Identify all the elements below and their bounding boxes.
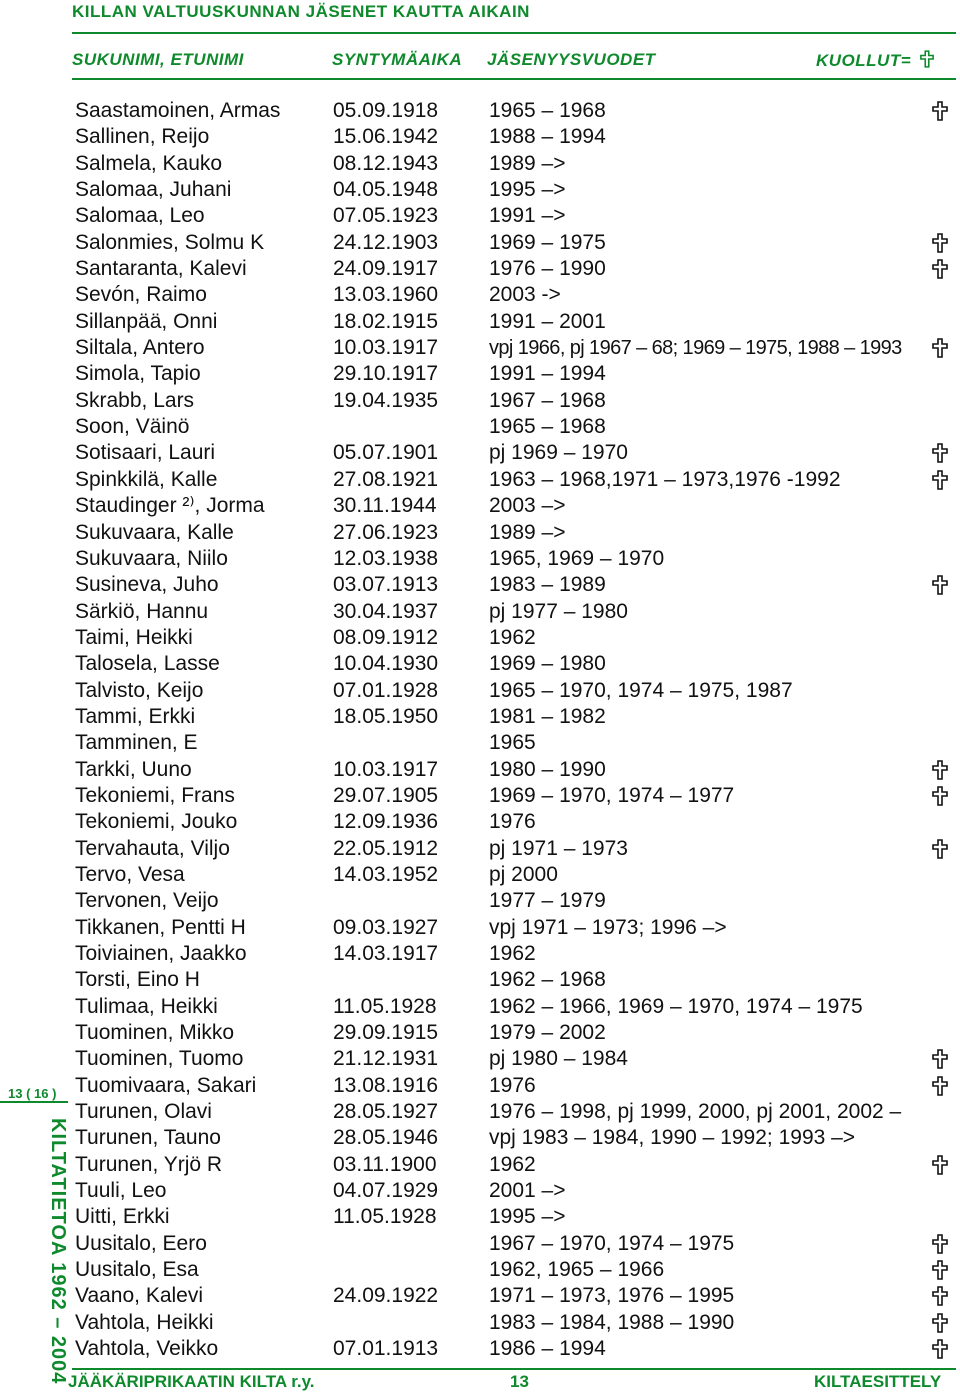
member-name: Salomaa, Juhani: [75, 178, 232, 202]
member-birth-date: 03.11.1900: [333, 1152, 437, 1176]
table-row: [0, 994, 960, 1020]
member-birth-date: 08.12.1943: [333, 151, 439, 175]
member-years: 1967 – 1968: [489, 388, 606, 412]
member-birth-date: 13.08.1916: [333, 1073, 439, 1097]
member-birth-date: 12.03.1938: [333, 546, 439, 570]
member-years: 1991 – 2001: [489, 309, 606, 333]
member-birth-date: 28.05.1927: [333, 1100, 439, 1124]
column-header-rule: [72, 78, 956, 80]
member-name: Tekoniemi, Frans: [75, 783, 235, 807]
latin-cross-icon: [920, 50, 934, 68]
member-birth-date: 27.08.1921: [333, 467, 439, 491]
table-row: [0, 915, 960, 941]
member-years: vpj 1971 – 1973; 1996 –>: [489, 915, 727, 939]
table-row: [0, 493, 960, 519]
member-years: pj 1971 – 1973: [489, 836, 628, 860]
member-birth-date: 18.02.1915: [333, 309, 439, 333]
column-header-deceased-label: KUOLLUT=: [816, 51, 912, 70]
member-name: Talosela, Lasse: [75, 652, 220, 676]
member-name: Vaano, Kalevi: [75, 1284, 204, 1308]
member-name: Sevón, Raimo: [75, 283, 207, 307]
member-birth-date: 24.09.1917: [333, 257, 439, 281]
member-years: 1976 – 1990: [489, 257, 606, 281]
member-name: Toiviainen, Jaakko: [75, 942, 247, 965]
member-birth-date: 07.05.1923: [333, 204, 439, 228]
side-rule: [0, 1101, 68, 1103]
member-years: 1995 –>: [489, 1205, 566, 1229]
member-name: Vahtola, Veikko: [75, 1337, 219, 1361]
member-years: 1986 – 1994: [489, 1337, 606, 1361]
member-name: Siltala, Antero: [75, 336, 205, 360]
member-name: Torsti, Eino H: [75, 968, 200, 992]
member-years: pj 1969 – 1970: [489, 441, 628, 465]
table-row: [0, 520, 960, 546]
member-birth-date: 14.03.1952: [333, 862, 439, 886]
member-name: Tuomivaara, Sakari: [75, 1073, 257, 1097]
member-years: 1962, 1965 – 1966: [489, 1258, 665, 1282]
member-birth-date: 30.11.1944: [333, 494, 437, 518]
member-name: Salomaa, Leo: [75, 204, 205, 228]
table-row: [0, 1336, 960, 1362]
member-name: Talvisto, Keijo: [75, 678, 204, 702]
member-name: Turunen, Yrjö R: [75, 1152, 223, 1176]
table-row: [0, 177, 960, 203]
member-name: Spinkkilä, Kalle: [75, 467, 218, 491]
latin-cross-icon: [932, 1313, 948, 1333]
table-row: [0, 282, 960, 308]
table-row: [0, 836, 960, 862]
table-row: [0, 309, 960, 335]
member-years: 1971 – 1973, 1976 – 1995: [489, 1284, 735, 1308]
member-name: Tikkanen, Pentti H: [75, 915, 246, 939]
table-row: [0, 783, 960, 809]
latin-cross-icon: [932, 760, 948, 780]
latin-cross-icon: [932, 101, 948, 121]
column-header-years: JÄSENYYSVUODET: [487, 50, 656, 69]
table-row: [0, 546, 960, 572]
member-years: 2001 –>: [489, 1179, 566, 1203]
member-years: 1962: [489, 1152, 536, 1176]
page-indicator: 13 ( 16 ): [8, 1086, 57, 1101]
member-name: Tekoniemi, Jouko: [75, 810, 238, 834]
member-birth-date: 21.12.1931: [333, 1047, 439, 1071]
member-birth-date: 11.05.1928: [333, 994, 437, 1018]
latin-cross-icon: [932, 1234, 948, 1254]
member-birth-date: 12.09.1936: [333, 810, 439, 834]
table-row: [0, 704, 960, 730]
latin-cross-icon: [932, 1286, 948, 1306]
member-years: vpj 1983 – 1984, 1990 – 1992; 1993 –>: [489, 1126, 856, 1150]
member-years: 1981 – 1982: [489, 704, 606, 728]
member-years: 1976: [489, 1073, 536, 1097]
table-row: [0, 1310, 960, 1336]
table-row: [0, 599, 960, 625]
table-row: [0, 625, 960, 651]
member-years: 1965 – 1970, 1974 – 1975, 1987: [489, 678, 793, 702]
member-name: Tervo, Vesa: [75, 862, 185, 886]
table-row: [0, 1020, 960, 1046]
member-name: Salonmies, Solmu K: [75, 230, 265, 254]
member-birth-date: 03.07.1913: [333, 573, 439, 597]
member-birth-date: 09.03.1927: [333, 915, 439, 939]
member-years: 1991 –>: [489, 204, 566, 228]
member-birth-date: 19.04.1935: [333, 388, 439, 412]
member-name: Tammi, Erkki: [75, 704, 196, 728]
member-years: 1989 –>: [489, 151, 566, 175]
member-years: 1962: [489, 625, 536, 649]
table-row: [0, 1257, 960, 1283]
member-birth-date: 29.09.1915: [333, 1021, 439, 1045]
table-row: [0, 467, 960, 493]
column-header-deceased: [816, 50, 934, 71]
member-years: 1962 – 1966, 1969 – 1970, 1974 – 1975: [489, 994, 863, 1018]
member-name: Tuominen, Tuomo: [75, 1047, 244, 1071]
member-name: Santaranta, Kalevi: [75, 257, 247, 281]
table-row: [0, 98, 960, 124]
latin-cross-icon: [932, 1076, 948, 1096]
table-row: [0, 888, 960, 914]
table-row: [0, 757, 960, 783]
member-name: Sukuvaara, Niilo: [75, 546, 228, 570]
member-years: pj 1977 – 1980: [489, 599, 628, 623]
member-years: 1995 –>: [489, 178, 566, 202]
member-birth-date: 05.07.1901: [333, 441, 439, 465]
member-years: pj 2000: [489, 862, 558, 886]
member-birth-date: 10.04.1930: [333, 652, 439, 676]
header-rule: [72, 32, 956, 34]
column-header-birth: SYNTYMÄAIKA: [332, 50, 463, 69]
member-years: 1976: [489, 810, 536, 834]
table-row: [0, 809, 960, 835]
member-name: Sillanpää, Onni: [75, 309, 218, 333]
table-row: [0, 651, 960, 677]
member-birth-date: 10.03.1917: [333, 336, 439, 360]
member-name: Tuominen, Mikko: [75, 1021, 235, 1045]
table-row: [0, 1204, 960, 1230]
member-birth-date: 13.03.1960: [333, 283, 439, 307]
footer-organization: JÄÄKÄRIPRIKAATIN KILTA r.y.: [68, 1372, 315, 1391]
member-years: 1962 – 1968: [489, 968, 606, 992]
member-years: 1963 – 1968,1971 – 1973,1976 -1992: [489, 467, 841, 491]
table-row: [0, 1231, 960, 1257]
table-row: [0, 256, 960, 282]
table-row: [0, 361, 960, 387]
table-row: [0, 1178, 960, 1204]
member-name: Sotisaari, Lauri: [75, 441, 216, 465]
table-row: [0, 862, 960, 888]
column-header-name: SUKUNIMI, ETUNIMI: [72, 50, 244, 69]
member-birth-date: 05.09.1918: [333, 99, 439, 122]
member-birth-date: 07.01.1928: [333, 678, 439, 702]
member-name: Turunen, Tauno: [75, 1126, 221, 1150]
latin-cross-icon: [932, 233, 948, 253]
member-years: 1965 – 1968: [489, 415, 606, 439]
member-name: Tervahauta, Viljo: [75, 836, 230, 860]
latin-cross-icon: [932, 1339, 948, 1359]
member-name: Soon, Väinö: [75, 415, 190, 439]
latin-cross-icon: [932, 443, 948, 463]
member-name: Sallinen, Reijo: [75, 125, 210, 149]
member-years: 1989 –>: [489, 520, 566, 544]
member-name: Turunen, Olavi: [75, 1100, 212, 1124]
member-birth-date: 10.03.1917: [333, 757, 439, 781]
member-name: Tervonen, Veijo: [75, 889, 219, 913]
member-name: Susineva, Juho: [75, 573, 219, 597]
member-years: 1967 – 1970, 1974 – 1975: [489, 1231, 735, 1255]
table-row: [0, 124, 960, 150]
member-birth-date: 14.03.1917: [333, 942, 439, 965]
latin-cross-icon: [932, 259, 948, 279]
member-birth-date: 18.05.1950: [333, 704, 439, 728]
table-row: [0, 1073, 960, 1099]
member-years: 2003 –>: [489, 494, 566, 518]
member-birth-date: 27.06.1923: [333, 520, 439, 544]
table-row: [0, 730, 960, 756]
member-name: Skrabb, Lars: [75, 388, 195, 412]
latin-cross-icon: [932, 839, 948, 859]
member-years: 1969 – 1980: [489, 652, 606, 676]
member-years: 1979 – 2002: [489, 1021, 606, 1045]
member-name: Särkiö, Hannu: [75, 599, 209, 623]
member-years: 1976 – 1998, pj 1999, 2000, pj 2001, 2002 –: [489, 1100, 902, 1124]
member-years: 1965, 1969 – 1970: [489, 546, 665, 570]
table-row: [0, 1099, 960, 1125]
footer-section: KILTAESITTELY: [814, 1372, 942, 1391]
member-name: Tamminen, E: [75, 731, 198, 755]
member-years: vpj 1966, pj 1967 – 68; 1969 – 1975, 1988 – 1993: [489, 337, 902, 360]
latin-cross-icon: [932, 1260, 948, 1280]
member-name: Salmela, Kauko: [75, 151, 223, 175]
member-birth-date: 24.09.1922: [333, 1284, 439, 1308]
table-row: [0, 941, 960, 967]
table-row: [0, 203, 960, 229]
table-row: [0, 1046, 960, 1072]
member-name: Tulimaa, Heikki: [75, 994, 218, 1018]
member-name: Uusitalo, Eero: [75, 1231, 207, 1255]
latin-cross-icon: [932, 1155, 948, 1175]
member-birth-date: 11.05.1928: [333, 1205, 437, 1229]
member-name: Sukuvaara, Kalle: [75, 520, 234, 544]
member-birth-date: 07.01.1913: [333, 1337, 439, 1361]
member-birth-date: 30.04.1937: [333, 599, 439, 623]
member-years: 1969 – 1975: [489, 230, 606, 254]
member-birth-date: 15.06.1942: [333, 125, 439, 149]
latin-cross-icon: [932, 470, 948, 490]
table-row: [0, 572, 960, 598]
member-name: Tuuli, Leo: [75, 1179, 167, 1203]
latin-cross-icon: [932, 338, 948, 358]
member-birth-date: 04.07.1929: [333, 1179, 439, 1203]
member-years: 1965: [489, 731, 536, 755]
table-row: [0, 388, 960, 414]
table-row: [0, 1283, 960, 1309]
footer-rule: [72, 1368, 956, 1370]
member-years: 1983 – 1984, 1988 – 1990: [489, 1310, 735, 1334]
member-birth-date: 08.09.1912: [333, 625, 439, 649]
member-name: Tarkki, Uuno: [75, 757, 192, 781]
table-row: [0, 414, 960, 440]
page-title: KILLAN VALTUUSKUNNAN JÄSENET KAUTTA AIKAIN: [72, 2, 530, 21]
table-row: [0, 967, 960, 993]
latin-cross-icon: [932, 1049, 948, 1069]
member-years: 1991 – 1994: [489, 362, 606, 386]
member-name: Uitti, Erkki: [75, 1205, 170, 1229]
member-birth-date: 24.12.1903: [333, 230, 439, 254]
table-row: [0, 335, 960, 361]
member-list: [0, 98, 960, 1363]
member-years: 1969 – 1970, 1974 – 1977: [489, 783, 735, 807]
latin-cross-icon: [932, 575, 948, 595]
member-years: 1977 – 1979: [489, 889, 606, 913]
table-row: [0, 440, 960, 466]
table-row: [0, 151, 960, 177]
member-years: 1988 – 1994: [489, 125, 606, 149]
member-birth-date: 22.05.1912: [333, 836, 439, 860]
member-years: 1980 – 1990: [489, 757, 606, 781]
member-name: Uusitalo, Esa: [75, 1258, 199, 1282]
table-row: [0, 1152, 960, 1178]
member-name: Taimi, Heikki: [75, 625, 193, 649]
member-years: 1983 – 1989: [489, 573, 606, 597]
member-birth-date: 29.10.1917: [333, 362, 439, 386]
table-row: [0, 678, 960, 704]
member-name: Saastamoinen, Armas: [75, 99, 281, 122]
member-years: pj 1980 – 1984: [489, 1047, 628, 1071]
table-row: [0, 230, 960, 256]
member-name: Vahtola, Heikki: [75, 1310, 214, 1334]
member-years: 2003 ->: [489, 283, 561, 307]
member-years: 1965 – 1968: [489, 99, 606, 122]
member-birth-date: 28.05.1946: [333, 1126, 439, 1150]
member-name: Simola, Tapio: [75, 362, 201, 386]
side-vertical-text: KILTATIETOA 1962 – 2004: [47, 1118, 69, 1385]
member-birth-date: 04.05.1948: [333, 178, 439, 202]
member-name: Staudinger ²⁾, Jorma: [75, 494, 265, 518]
table-row: [0, 1125, 960, 1151]
latin-cross-icon: [932, 786, 948, 806]
member-birth-date: 29.07.1905: [333, 783, 439, 807]
member-years: 1962: [489, 942, 536, 965]
footer-page-number: 13: [510, 1372, 529, 1391]
